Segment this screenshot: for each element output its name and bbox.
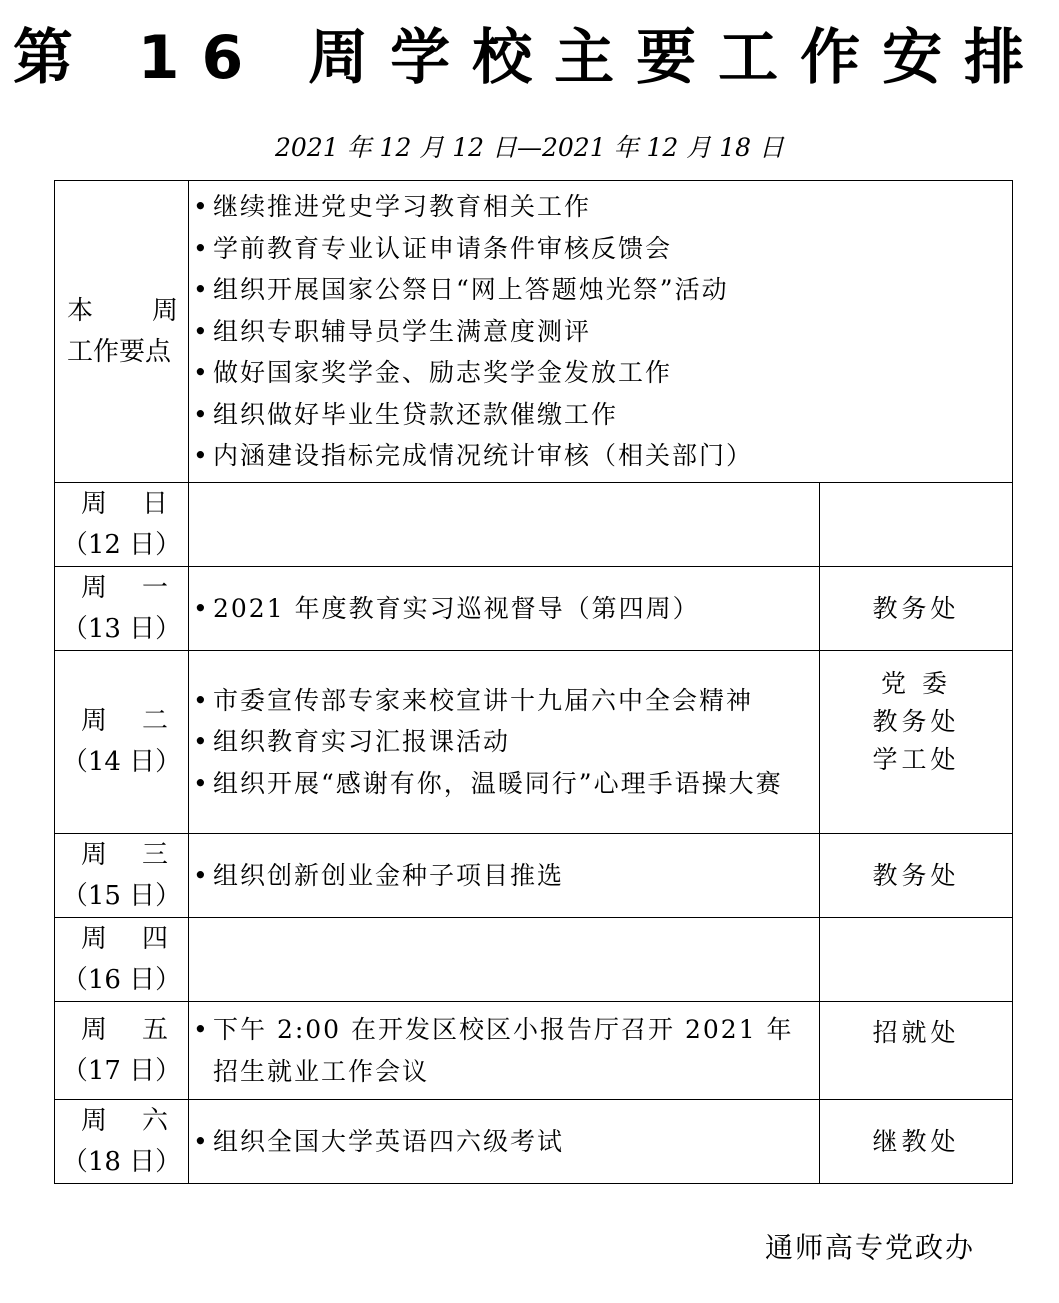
day-row-saturday xyxy=(55,1100,1013,1184)
day-date: （17 日） xyxy=(61,1055,182,1086)
day-date: （15 日） xyxy=(61,880,182,911)
day-items xyxy=(189,834,820,918)
day-cell xyxy=(55,483,189,567)
dept-name: 继教处 xyxy=(872,1126,960,1156)
list-item: • 组织做好毕业生贷款还款催缴工作 xyxy=(189,394,1012,436)
day-date: （13 日） xyxy=(61,613,182,644)
dept-name: 教务处 xyxy=(872,860,960,890)
day-cell xyxy=(55,918,189,1002)
dept-cell xyxy=(820,651,1013,834)
week-summary-label xyxy=(55,181,189,483)
day-items xyxy=(189,483,820,567)
day-items xyxy=(189,567,820,651)
dept-name: 教务处 xyxy=(872,707,960,736)
day-char-2: 二 xyxy=(141,706,168,736)
day-cell xyxy=(55,1002,189,1100)
week-summary-items xyxy=(189,181,1013,483)
day-char-2: 六 xyxy=(141,1105,168,1136)
day-items xyxy=(189,1002,820,1100)
list-item: • 组织开展国家公祭日“网上答题烛光祭”活动 xyxy=(189,269,1012,311)
day-date: （18 日） xyxy=(61,1146,182,1177)
day-char-1: 周 xyxy=(81,706,108,736)
day-char-2: 日 xyxy=(141,488,168,519)
day-char-1: 周 xyxy=(81,839,108,870)
day-row-friday xyxy=(55,1002,1013,1100)
day-cell xyxy=(55,651,189,834)
day-row-tuesday xyxy=(55,651,1013,834)
date-range: 2021 年 12 月 12 日—2021 年 12 月 18 日 xyxy=(275,133,784,162)
dept-cell xyxy=(820,1002,1013,1100)
day-cell xyxy=(55,834,189,918)
day-char-2: 三 xyxy=(141,839,168,870)
dept-cell xyxy=(820,918,1013,1002)
list-item: • 组织教育实习汇报课活动 xyxy=(189,721,819,763)
dept-name: 党 委 xyxy=(881,669,951,698)
list-item: • 组织全国大学英语四六级考试 xyxy=(189,1121,819,1163)
dept-name: 教务处 xyxy=(872,593,960,623)
day-char-1: 周 xyxy=(81,1014,108,1045)
day-char-2: 五 xyxy=(141,1014,168,1045)
list-item: • 市委宣传部专家来校宣讲十九届六中全会精神 xyxy=(189,680,819,722)
page-title: 第 16 周学校主要工作安排 xyxy=(12,23,1047,93)
list-item: • 继续推进党史学习教育相关工作 xyxy=(189,186,1012,228)
day-char-1: 周 xyxy=(81,488,108,519)
day-items xyxy=(189,918,820,1002)
day-row-thursday xyxy=(55,918,1013,1002)
day-row-monday xyxy=(55,567,1013,651)
issuer-signature: 通师高专党政办 xyxy=(764,1231,975,1264)
list-item: • 组织专职辅导员学生满意度测评 xyxy=(189,311,1012,353)
week-label-line2: 工作要点 xyxy=(67,336,172,367)
list-item: • 做好国家奖学金、励志奖学金发放工作 xyxy=(189,352,1012,394)
dept-cell xyxy=(820,834,1013,918)
list-item: • 组织创新创业金种子项目推选 xyxy=(189,855,819,897)
week-label-char-1: 本 xyxy=(67,295,94,326)
day-items xyxy=(189,651,820,834)
dept-cell xyxy=(820,483,1013,567)
day-char-2: 一 xyxy=(141,572,168,603)
day-char-2: 四 xyxy=(141,923,168,954)
list-item: • 2021 年度教育实习巡视督导（第四周） xyxy=(189,588,819,630)
day-cell xyxy=(55,1100,189,1184)
dept-name: 招就处 xyxy=(872,1018,960,1047)
day-date: （12 日） xyxy=(61,529,182,560)
schedule-table xyxy=(54,180,1013,1184)
list-item: • 学前教育专业认证申请条件审核反馈会 xyxy=(189,228,1012,270)
list-item: • 内涵建设指标完成情况统计审核（相关部门） xyxy=(189,435,1012,477)
day-date: （16 日） xyxy=(61,964,182,995)
week-label-char-2: 周 xyxy=(151,295,178,326)
day-row-wednesday xyxy=(55,834,1013,918)
week-summary-row xyxy=(55,181,1013,483)
list-item: • 下午 2:00 在开发区校区小报告厅召开 2021 年招生就业工作会议 xyxy=(189,1009,819,1092)
list-item: • 组织开展“感谢有你，温暖同行”心理手语操大赛 xyxy=(189,763,819,805)
day-items xyxy=(189,1100,820,1184)
day-cell xyxy=(55,567,189,651)
dept-cell xyxy=(820,1100,1013,1184)
dept-name: 学工处 xyxy=(872,745,960,774)
day-char-1: 周 xyxy=(81,1105,108,1136)
day-char-1: 周 xyxy=(81,923,108,954)
dept-cell xyxy=(820,567,1013,651)
day-char-1: 周 xyxy=(81,572,108,603)
day-row-sunday xyxy=(55,483,1013,567)
day-date: （14 日） xyxy=(61,747,182,777)
